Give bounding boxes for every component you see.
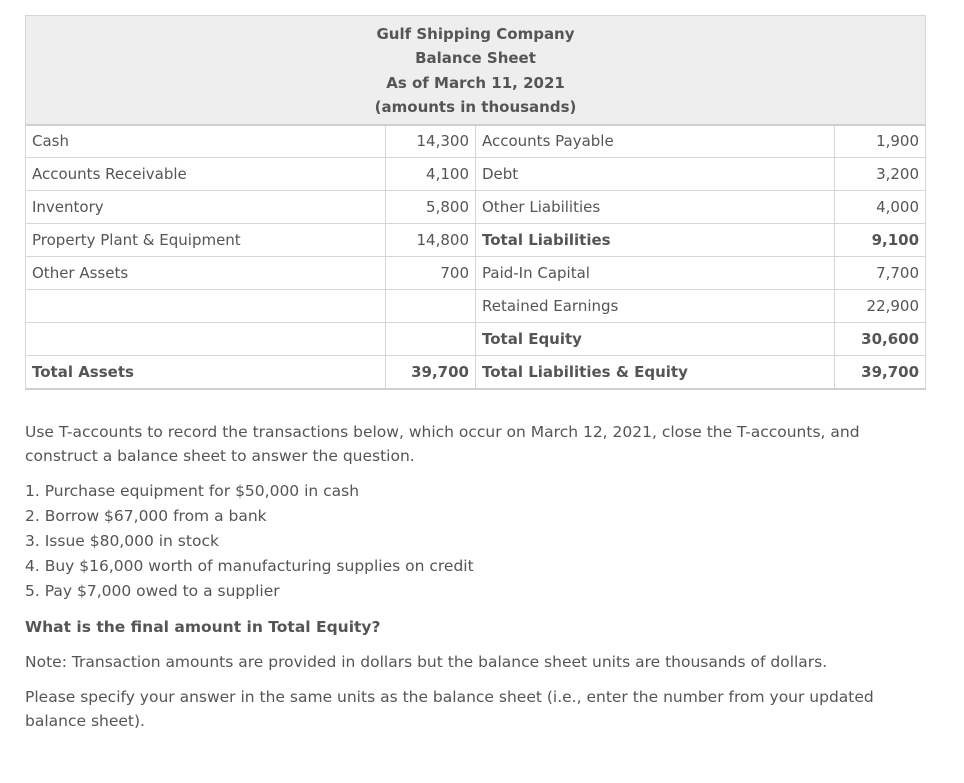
total-liabilities-equity-label: Total Liabilities & Equity — [476, 356, 835, 389]
asset-value — [386, 323, 476, 356]
balance-sheet-header — [26, 16, 926, 125]
liability-value: 4,000 — [835, 191, 926, 224]
list-item: 4. Buy $16,000 worth of manufacturing supplies on credit — [25, 557, 474, 575]
liability-label: Accounts Payable — [476, 125, 835, 158]
asset-value: 700 — [386, 257, 476, 290]
asset-value: 14,800 — [386, 224, 476, 257]
sheet-units: (amounts in thousands) — [374, 98, 577, 117]
note-text: Note: Transaction amounts are provided in dollars but the balance sheet units are thousands of dollars. — [25, 653, 828, 671]
liability-label: Other Liabilities — [476, 191, 835, 224]
total-equity-label: Total Equity — [476, 323, 835, 356]
list-item: 5. Pay $7,000 owed to a supplier — [25, 582, 280, 600]
liability-label: Paid-In Capital — [476, 257, 835, 290]
liability-value: 3,200 — [835, 158, 926, 191]
table-row — [26, 290, 926, 323]
total-equity-value: 30,600 — [835, 323, 926, 356]
asset-label — [26, 290, 386, 323]
table-row — [26, 224, 926, 257]
instructions — [25, 420, 905, 733]
asset-label: Property Plant & Equipment — [26, 224, 386, 257]
table-row — [26, 356, 926, 389]
list-item: 3. Issue $80,000 in stock — [25, 532, 219, 550]
company-name: Gulf Shipping Company — [376, 24, 575, 43]
asset-label: Cash — [26, 125, 386, 158]
total-assets-value: 39,700 — [386, 356, 476, 389]
intro-text: Use T-accounts to record the transactions below, which occur on March 12, 2021, close the T-accounts, and construct a balance sheet to answer the question. — [25, 423, 860, 465]
table-row — [26, 191, 926, 224]
asset-value: 5,800 — [386, 191, 476, 224]
list-item: 2. Borrow $67,000 from a bank — [25, 507, 267, 525]
asset-value: 4,100 — [386, 158, 476, 191]
total-liabilities-value: 9,100 — [835, 224, 926, 257]
liability-value: 7,700 — [835, 257, 926, 290]
table-row — [26, 323, 926, 356]
balance-sheet-table — [25, 15, 926, 390]
total-assets-label: Total Assets — [26, 356, 386, 389]
liability-value: 1,900 — [835, 125, 926, 158]
list-item: 1. Purchase equipment for $50,000 in cash — [25, 482, 360, 500]
asset-value: 14,300 — [386, 125, 476, 158]
question-text: What is the final amount in Total Equity? — [25, 618, 381, 636]
specify-text: Please specify your answer in the same units as the balance sheet (i.e., enter the number from your updated balance sheet). — [25, 688, 874, 730]
sheet-title: Balance Sheet — [415, 49, 536, 68]
transaction-list — [25, 479, 905, 604]
asset-value — [386, 290, 476, 323]
liability-value: 22,900 — [835, 290, 926, 323]
asset-label: Other Assets — [26, 257, 386, 290]
table-row — [26, 158, 926, 191]
table-row — [26, 125, 926, 158]
liability-label: Retained Earnings — [476, 290, 835, 323]
sheet-date: As of March 11, 2021 — [386, 73, 565, 92]
total-liabilities-equity-value: 39,700 — [835, 356, 926, 389]
asset-label: Accounts Receivable — [26, 158, 386, 191]
asset-label — [26, 323, 386, 356]
table-row — [26, 257, 926, 290]
liability-label: Debt — [476, 158, 835, 191]
total-liabilities-label: Total Liabilities — [476, 224, 835, 257]
asset-label: Inventory — [26, 191, 386, 224]
